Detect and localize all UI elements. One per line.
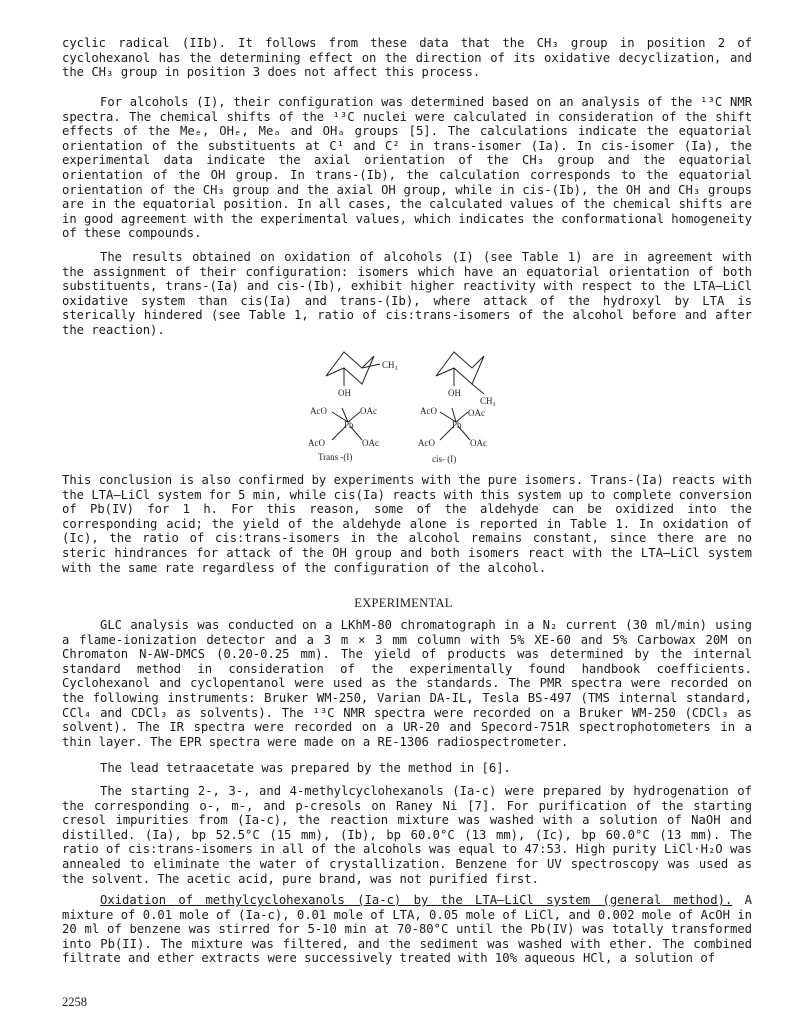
paragraph-3: The results obtained on oxidation of alcohols (I) (see Table 1) are in agreement with the assignment of their configuration: isomers which have an equatorial orientation of both substituents, trans-(Ia) and cis-(Ib), exhibit higher reactivity with respect to the LTA–LiCl oxidative system than cis(Ia) and trans-(Ib), where attack of the hydroxyl by LTA is sterically hindered (see Table 1, ratio of cis:trans-isomers of the alcohol before and after the reaction). xyxy=(62,250,752,337)
lead-complex-figure xyxy=(296,346,526,468)
method-body: A mixture of 0.01 mole of (Ia-c), 0.01 mole of LTA, 0.05 mole of LiCl, and 0.002 mole of AcOH in 20 ml of benzene was stirred for 5-10 min at 70-80°C until the Pb(IV) was totally transformed into Pb(II). The mixture was filtered, and the sediment was washed with ether. The combined filtrate and ether extracts were successively treated with 10% aqueous HCl, a solution of xyxy=(62,893,752,966)
paragraph-6: The lead tetraacetate was prepared by the method in [6]. xyxy=(100,761,511,775)
left-aco-top-label: AcO xyxy=(310,406,327,416)
right-oac-bottom-label: OAc xyxy=(470,438,487,448)
right-ch3-label: CH₃ xyxy=(480,396,496,406)
paragraph-4: This conclusion is also confirmed by experiments with the pure isomers. Trans-(Ia) reacts with the LTA–LiCl system for 5 min, while cis(Ia) reacts with this system up to complete conversion of Pb(IV) for 1 h. For this reason, some of the aldehyde can be oxidized into the corresponding acid; the yield of the aldehyde alone is reported in Table 1. In oxidation of (Ic), the ratio of cis:trans-isomers in the alcohol remains constant, since there are no steric hindrances for attack of the OH group and both isomers react with the LTA–LiCl system with the same rate regardless of the configuration of the alcohol. xyxy=(62,473,752,575)
method-title: Oxidation of methylcyclohexanols (Ia-c) by the LTA–LiCl system (general method). xyxy=(100,893,733,907)
paragraph-5: GLC analysis was conducted on a LKhM-80 chromatograph in a N₂ current (30 ml/min) using a flame-ionization detector and a 3 m × 3 mm column with 5% XE-60 and 5% Carbowax 20M on Chromaton N-AW-DMCS (0.20-0.25 mm). The yield of products was determined by the internal standard method in consideration of the experimentally found handbook coefficients. Cyclohexanol and cyclopentanol were used as the standards. The PMR spectra were recorded on the following instruments: Bruker WM-250, Varian DA-IL, Tesla BS-497 (TMS internal standard, CCl₄ and CDCl₃ as solvents). The ¹³C NMR spectra were recorded on a Bruker WM-250 (CDCl₃ as solvent). The IR spectra were recorded on a UR-20 and Specord-751R spectrophotometers in a thin layer. The EPR spectra were made on a RE-1306 radiospectrometer. xyxy=(62,618,752,749)
page-number: 2258 xyxy=(62,995,87,1009)
left-oac-top-label: OAc xyxy=(360,406,377,416)
paragraph-1: cyclic radical (IIb). It follows from these data that the CH₃ group in position 2 of cyclohexanol has the determining effect on the direction of its oxidative decyclization, and the CH₃ group in position 3 does not affect this process. xyxy=(62,36,752,80)
right-ring xyxy=(436,352,484,384)
left-ring xyxy=(326,352,374,384)
left-pb-label: Pb xyxy=(344,420,354,430)
structure-diagram xyxy=(296,346,526,468)
left-oac-bottom-label: OAc xyxy=(362,438,379,448)
right-pb-label: Pb xyxy=(452,420,462,430)
left-aco-bottom-label: AcO xyxy=(308,438,325,448)
right-aco-top-label: AcO xyxy=(420,406,437,416)
left-caption: Trans -(I) xyxy=(318,452,353,462)
paragraph-2: For alcohols (I), their configuration was determined based on an analysis of the ¹³C NMR spectra. The chemical shifts of the ¹³C nuclei were calculated in consideration of the shift effects of the Meₑ, OHₑ, Meₐ and OHₐ groups [5]. The calculations indicate the equatorial orientation of the substituents at C¹ and C² in trans-isomer (Ia). In cis-isomer (Ia), the experimental data indicate the axial orientation of the CH₃ group and the equatorial orientation of the OH group. In trans-(Ib), the calculation corresponds to the equatorial orientation of the CH₃ group and the axial OH group, while in cis-(Ib), the OH and CH₃ groups are in the equatorial position. In all cases, the calculated values of the chemical shifts are in good agreement with the experimental values, which indicates the conformational homogeneity of these compounds. xyxy=(62,95,752,241)
paragraph-8 xyxy=(62,893,752,966)
paragraph-7: The starting 2-, 3-, and 4-methylcyclohexanols (Ia-c) were prepared by hydrogenation of the corresponding o-, m-, and p-cresols on Raney Ni [7]. For purification of the starting cresol impurities from (Ia-c), the reaction mixture was washed with a solution of NaOH and distilled. (Ia), bp 52.5°C (15 mm), (Ib), bp 60.0°C (13 mm), (Ic), bp 60.0°C (13 mm). The ratio of cis:trans-isomers in all of the alcohols was equal to 47:53. High purity LiCl·H₂O was annealed to eliminate the water of crystallization. Benzene for UV spectroscopy was used as the solvent. The acetic acid, pure brand, was not purified first. xyxy=(62,784,752,886)
section-heading-experimental: EXPERIMENTAL xyxy=(354,596,453,610)
left-oh-label: OH xyxy=(338,388,351,398)
right-caption: cis- (I) xyxy=(432,454,457,464)
right-aco-bottom-label: AcO xyxy=(418,438,435,448)
right-oac-top-label: OAc xyxy=(468,408,485,418)
right-oh-label: OH xyxy=(448,388,461,398)
left-ch3-label: CH₃ xyxy=(382,360,398,370)
